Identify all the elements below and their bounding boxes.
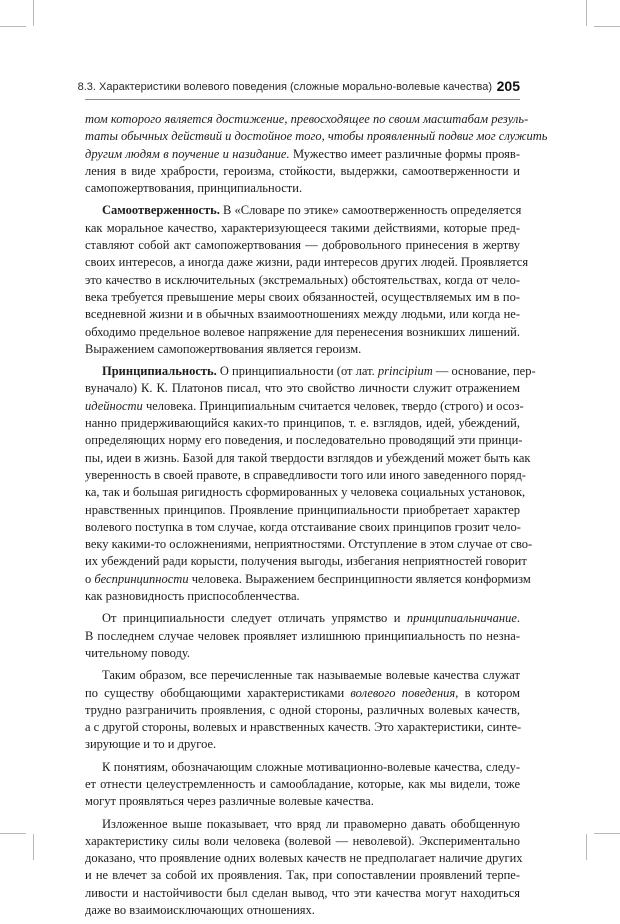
text-line: нравственных принципов. Проявление принципиальности приобретает характер	[85, 502, 520, 517]
text-line	[85, 363, 536, 380]
paragraph-courage-continued	[85, 111, 548, 197]
text-line	[85, 398, 524, 415]
text-line: зирующие и то и другое.	[85, 737, 217, 752]
text-line: том которого является достижение, превосходящее по своим масштабам резуль-	[85, 112, 529, 126]
text-line: чительному поводу.	[85, 645, 191, 660]
text-line	[85, 685, 520, 702]
body-text	[85, 111, 548, 924]
text-line: обходимо предельное волевое напряжение для перенесения возникших лишений.	[85, 324, 520, 339]
text-line: ления в виде храбрости, героизма, стойкости, выдержки, самоотверженности и	[85, 163, 520, 178]
text-line: ливости и настойчивости был сделан вывод, что эти качества могут находиться	[85, 885, 520, 900]
paragraph-motivational-qualities	[85, 759, 520, 811]
crop-mark-bottom-right-h	[594, 833, 620, 834]
text-line: это качество в исключительных (экстремальных) обстоятельствах, когда от чело-	[85, 272, 520, 287]
text-line: вуначало) К. К. Платонов писал, что это свойство личности служит отражением	[85, 381, 520, 396]
text-line: волевого поступка в том случае, когда отстаивание своих принципов грозит чело-	[85, 519, 521, 534]
text-line: нанно придерживающийся каких-то принципов, т. е. взглядов, идей, убеждений,	[85, 416, 520, 431]
term-heading: Самоотверженность.	[102, 203, 220, 218]
text-span: человека. Принципиальным считается человек, твердо (строго) и осоз-	[142, 398, 524, 413]
emphasis-text: принципиальничание	[406, 611, 517, 626]
text-line: характеристику силы воли человека (волевой — неволевой). Экспериментально	[85, 833, 520, 848]
text-line: Таким образом, все перечисленные так называемые волевые качества служат	[102, 668, 520, 683]
text-span: по существу обобщающими характеристиками	[85, 685, 351, 700]
text-line: веку какими-то осложнениями, неприятностями. Отступление в этом случае от сво-	[85, 537, 533, 552]
text-line: вседневной жизни и в обычных взаимоотношениях между людьми, или когда не-	[85, 307, 520, 322]
text-span: В «Словаре по этике» самоотверженность определяется	[219, 203, 522, 218]
header-title: 8.3. Характеристики волевого поведения (сложные морально-волевые качества)	[77, 81, 492, 93]
text-line: ет отнести целеустремленность и самообладание, которые, как мы видели, тоже	[85, 776, 520, 791]
text-span: человека. Выражением беспринципности является конформизм	[188, 571, 531, 586]
text-line: века требуется превышение меры своих обязанностей, осуществляемых им в по-	[85, 289, 520, 304]
crop-mark-bottom-left-v	[33, 834, 34, 860]
paragraph-principledness	[85, 363, 536, 605]
crop-mark-top-left-v	[33, 0, 34, 26]
text-span: О принципиальности (от лат.	[216, 364, 378, 379]
crop-mark-top-right-v	[586, 0, 587, 26]
text-line: К понятиям, обозначающим сложные мотивационно-волевые качества, следу-	[102, 759, 520, 774]
text-line: определяющих норму его поведения, и последовательно проводящий эти принци-	[85, 433, 523, 448]
text-line: ка, так и большая ригидность сформированных у человека социальных установок,	[85, 485, 526, 500]
paragraph-self-sacrifice	[85, 202, 529, 358]
running-header	[77, 77, 520, 100]
text-span: От принципиальности следует отличать упрямство и	[102, 611, 407, 626]
text-span: , в котором	[455, 685, 520, 700]
crop-mark-top-left-h	[0, 26, 26, 27]
page-number: 205	[496, 78, 520, 94]
paragraph-conclusion	[85, 816, 523, 920]
text-line: самопожертвования, принципиальности.	[85, 181, 303, 196]
paragraph-stubbornness	[85, 610, 520, 662]
emphasis-text: идейности	[85, 398, 143, 413]
text-line: как разновидность приспособленчества.	[85, 589, 300, 604]
text-line: пы, идеи в жизнь. Базой для такой твердости взглядов и убеждений может быть как	[85, 450, 531, 465]
text-line	[85, 202, 520, 219]
text-line	[85, 610, 520, 627]
crop-mark-bottom-right-v	[586, 834, 587, 860]
text-span: .	[516, 611, 520, 626]
text-line: трудно разграничить проявления, с одной стороны, различных волевых качеств,	[85, 702, 520, 717]
text-line: В последнем случае человек проявляет излишнюю принципиальность по незна-	[85, 628, 520, 643]
crop-mark-top-right-h	[594, 26, 620, 27]
text-line: таты обычных действий и достойное того, чтобы проявленный подвиг мог служить	[85, 129, 548, 144]
text-line	[85, 571, 531, 588]
text-line: и не влечет за собой их проявления. Так, при сопоставлении проявлений терпе-	[85, 868, 520, 883]
text-line: доказано, что проявление одних волевых качеств не предполагает наличие других	[85, 851, 523, 866]
paragraph-summary	[85, 667, 520, 753]
emphasis-text: волевого поведения	[350, 685, 456, 700]
crop-mark-bottom-left-h	[0, 833, 26, 834]
term-heading: Принципиальность.	[102, 364, 217, 379]
text-line: уверенность в своей правоте, в справедливости того или иного заведенного поряд-	[85, 467, 526, 482]
text-span: Мужество имеет различные формы прояв-	[289, 146, 520, 161]
text-line	[85, 146, 520, 163]
emphasis-text: другим людям в поучение и назидание.	[85, 146, 290, 161]
text-span: — основание, пер-	[432, 364, 536, 379]
text-line: их убеждений ради корысти, получения выгоды, избегания неприятностей говорит	[85, 554, 527, 569]
text-line: даже во взаимоисключающих отношениях.	[85, 903, 315, 918]
text-line: как моральное качество, характеризующееся такими действиями, которые пред-	[85, 220, 520, 235]
text-line: могут проявляться через различные волевые качества.	[85, 794, 374, 809]
emphasis-text: principium	[377, 364, 433, 379]
emphasis-text: беспринципности	[94, 571, 189, 586]
text-line: своих интересов, а иногда даже жизни, ради интересов других людей. Проявляется	[85, 255, 529, 270]
text-line: Изложенное выше показывает, что вряд ли правомерно давать обобщенную	[102, 816, 520, 831]
text-line: Выражением самопожертвования является героизм.	[85, 341, 362, 356]
text-span: о	[85, 571, 95, 586]
text-line: а с другой стороны, волевых и нравственных качеств. Это характеристики, синте-	[85, 720, 522, 735]
text-line: ставляют собой акт самопожертвования — добровольного принесения в жертву	[85, 238, 520, 253]
